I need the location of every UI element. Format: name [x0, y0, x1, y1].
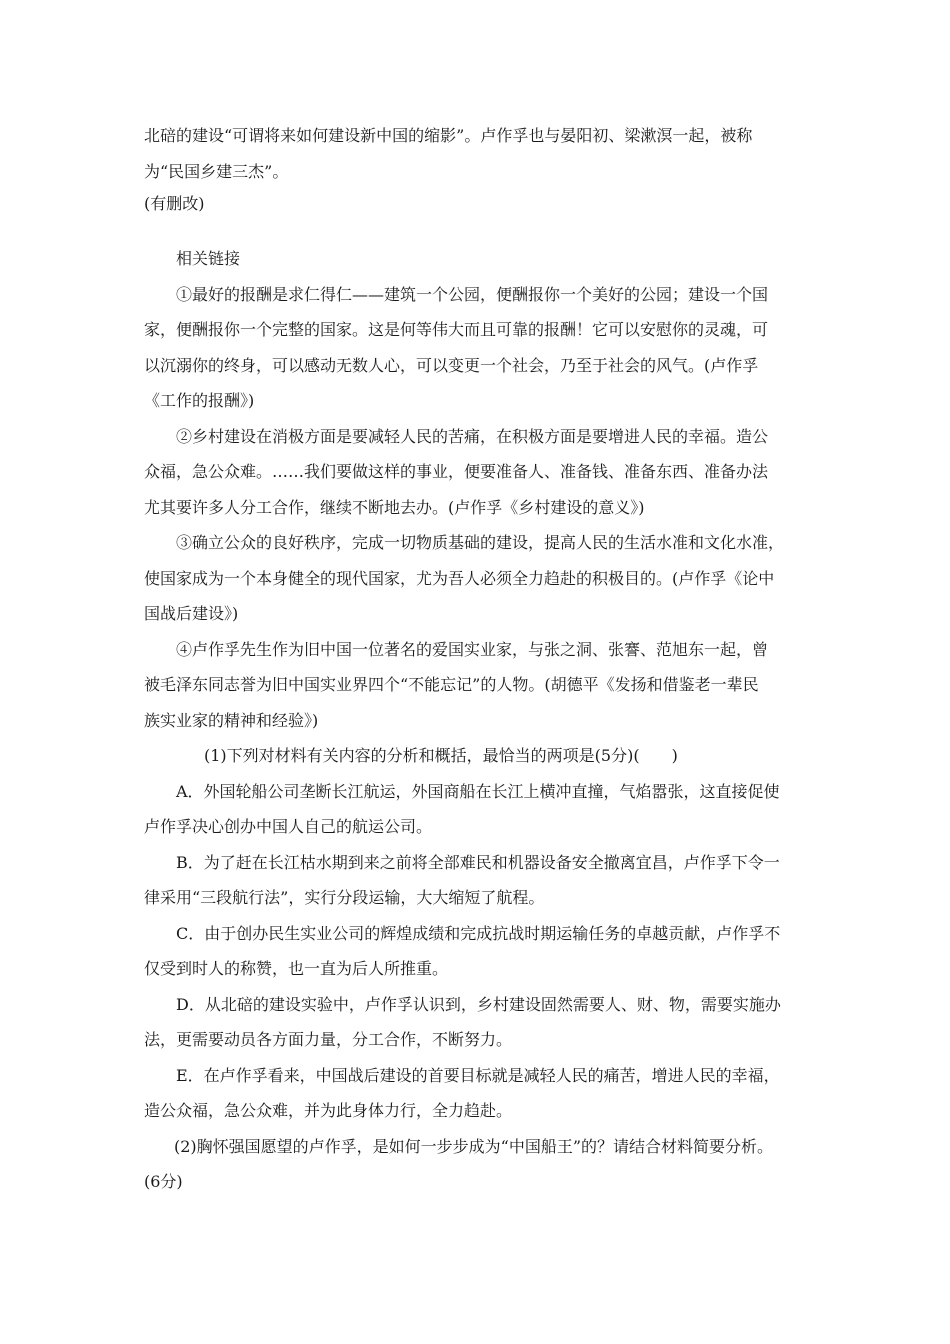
option-line: 法，更需要动员各方面力量，分工合作，不断努力。 [144, 1030, 513, 1049]
question-2-line: (2)胸怀强国愿望的卢作孚，是如何一步步成为“中国船王”的？请结合材料简要分析。 [174, 1136, 774, 1156]
related-paragraph-4 [144, 632, 812, 739]
document-page [144, 118, 812, 1200]
paragraph-line: 被毛泽东同志誉为旧中国实业界四个“不能忘记”的人物。(胡德平《发扬和借鉴老一辈民 [144, 675, 759, 694]
source-note: (有删改) [144, 194, 205, 213]
option-line: 仅受到时人的称赞，也一直为后人所推重。 [144, 959, 449, 978]
related-paragraph-1 [144, 277, 812, 419]
paragraph-line: 尤其要许多人分工合作，继续不断地去办。(卢作孚《乡村建设的意义》) [144, 497, 645, 517]
related-paragraph-3 [144, 525, 812, 632]
option-line: 律采用“三段航行法”，实行分段运输，大大缩短了航程。 [144, 888, 545, 907]
option-line: 卢作孚决心创办中国人自己的航运公司。 [144, 817, 433, 836]
option-line: C．由于创办民生实业公司的辉煌成绩和完成抗战时期运输任务的卓越贡献，卢作孚不 [176, 923, 781, 943]
related-paragraph-2 [144, 419, 812, 526]
question-2-line: (6分) [144, 1172, 183, 1191]
paragraph-line: 众福，急公众难。……我们要做这样的事业，便要准备人、准备钱、准备东西、准备办法 [144, 462, 769, 481]
option-line: E．在卢作孚看来，中国战后建设的首要目标就是减轻人民的痛苦，增进人民的幸福， [176, 1065, 780, 1085]
question-2 [144, 1129, 812, 1200]
option-a [144, 774, 812, 845]
paragraph-line: 以沉溺你的终身，可以感动无数人心，可以变更一个社会，乃至于社会的风气。(卢作孚 [144, 355, 759, 375]
option-b [144, 845, 812, 916]
paragraph-line: ①最好的报酬是求仁得仁——建筑一个公园，便酬报你一个美好的公园；建设一个国 [176, 284, 769, 304]
question-1-stem: (1)下列对材料有关内容的分析和概括，最恰当的两项是(5分)( ) [204, 746, 678, 765]
paragraph-line: 《工作的报酬》) [144, 391, 255, 410]
option-e [144, 1058, 812, 1129]
paragraph-line: 国战后建设》) [144, 604, 239, 623]
option-c [144, 916, 812, 987]
paragraph-line: ④卢作孚先生作为旧中国一位著名的爱国实业家，与张之洞、张謇、范旭东一起，曾 [176, 639, 769, 659]
option-line: D．从北碚的建设实验中，卢作孚认识到，乡村建设固然需要人、财、物，需要实施办 [176, 994, 781, 1014]
option-d [144, 987, 812, 1058]
option-line: 造公众福，急公众难，并为此身体力行，全力趋赴。 [144, 1101, 513, 1120]
option-line: B．为了赶在长江枯水期到来之前将全部难民和机器设备安全撤离宜昌，卢作孚下令一 [176, 852, 780, 872]
paragraph-line: 族实业家的精神和经验》) [144, 710, 319, 730]
paragraph-line: ②乡村建设在消极方面是要减轻人民的苦痛，在积极方面是要增进人民的幸福。造公 [176, 426, 769, 446]
paragraph-line: ③确立公众的良好秩序，完成一切物质基础的建设，提高人民的生活水准和文化水准， [176, 533, 785, 552]
option-line: A．外国轮船公司垄断长江航运，外国商船在长江上横冲直撞，气焰嚣张，这直接促使 [176, 781, 780, 801]
intro-line-1: 北碚的建设“可谓将来如何建设新中国的缩影”。卢作孚也与晏阳初、梁漱溟一起，被称 [144, 126, 753, 145]
paragraph-line: 使国家成为一个本身健全的现代国家，尤为吾人必须全力趋赴的积极目的。(卢作孚《论中 [144, 568, 775, 588]
spacer [144, 219, 812, 241]
intro-line-2: 为“民国乡建三杰”。 [144, 161, 289, 181]
paragraph-line: 家，便酬报你一个完整的国家。这是何等伟大而且可靠的报酬！它可以安慰你的灵魂，可 [144, 320, 769, 339]
related-heading: 相关链接 [176, 249, 241, 268]
